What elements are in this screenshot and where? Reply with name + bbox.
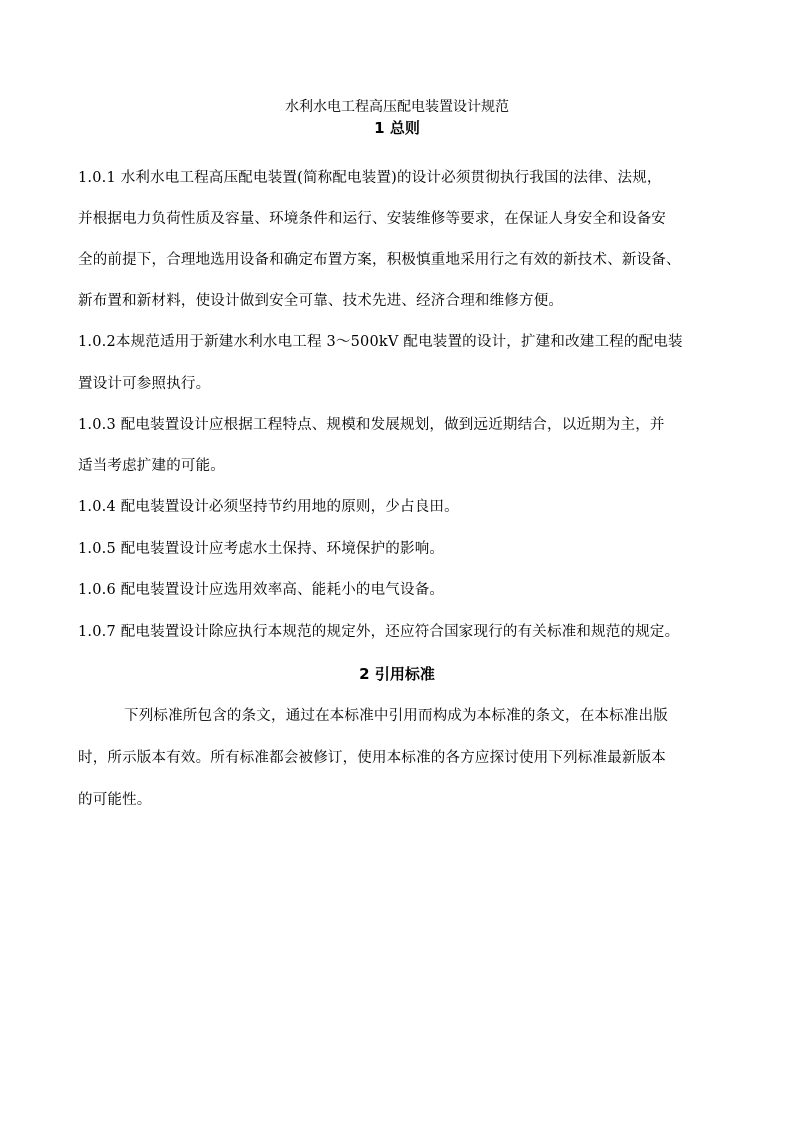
paragraph-line: 时，所示版本有效。所有标准都会被修订，使用本标准的各方应探讨使用下列标准最新版本 (78, 750, 666, 766)
section-heading-references: 2 引用标准 (359, 665, 435, 683)
paragraph-line: 的可能性。 (78, 792, 152, 808)
paragraph-line: 1.0.4 配电装置设计必须坚持节约用地的原则，少占良田。 (78, 499, 459, 515)
paragraph-line: 1.0.3 配电装置设计应根据工程特点、规模和发展规划，做到远近期结合，以近期为主，并 (78, 417, 665, 433)
paragraph-line: 适当考虑扩建的可能。 (78, 458, 225, 474)
paragraph-line: 全的前提下，合理地选用设备和确定布置方案，积极慎重地采用行之有效的新技术、新设备、 (78, 252, 681, 268)
paragraph-line: 1.0.5 配电装置设计应考虑水土保持、环境保护的影响。 (78, 541, 445, 557)
section-heading-general: 1 总则 (374, 119, 420, 137)
paragraph-line: 1.0.6 配电装置设计应选用效率高、能耗小的电气设备。 (78, 582, 445, 598)
document-title: 水利水电工程高压配电装置设计规范 (285, 99, 509, 115)
paragraph-line: 新布置和新材料，使设计做到安全可靠、技术先进、经济合理和维修方便。 (78, 293, 564, 309)
paragraph-line: 1.0.7 配电装置设计除应执行本规范的规定外，还应符合国家现行的有关标准和规范的规定。 (78, 624, 680, 640)
paragraph-line: 1.0.1 水利水电工程高压配电装置(简称配电装置)的设计必须贯彻执行我国的法律、法规， (78, 170, 662, 186)
paragraph-line: 并根据电力负荷性质及容量、环境条件和运行、安装维修等要求，在保证人身安全和设备安 (78, 211, 666, 227)
paragraph-line: 下列标准所包含的条文，通过在本标准中引用而构成为本标准的条文，在本标准出版 (124, 708, 668, 724)
paragraph-line: 1.0.2本规范适用于新建水利水电工程 3～500kV 配电装置的设计，扩建和改建工程的配电装 (78, 334, 683, 350)
paragraph-line: 置设计可参照执行。 (78, 376, 211, 392)
